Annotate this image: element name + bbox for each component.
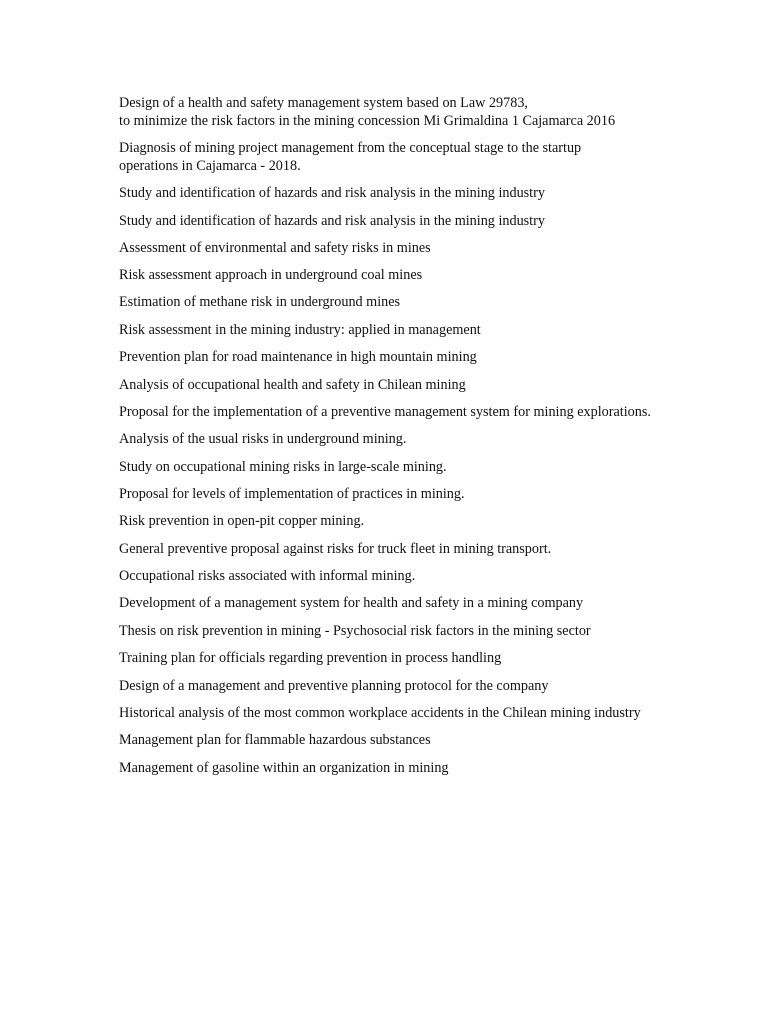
entry-text: Estimation of methane risk in underground mines xyxy=(119,294,401,310)
entry-text: Proposal for the implementation of a preventive management system for mining explorations. xyxy=(119,404,651,420)
entry-text: Assessment of environmental and safety risks in mines xyxy=(119,240,431,256)
entry-text: Design of a management and preventive planning protocol for the company xyxy=(119,678,549,694)
entry-text: Risk assessment approach in underground coal mines xyxy=(119,267,423,283)
entry-text: Study on occupational mining risks in large-scale mining. xyxy=(119,459,447,475)
entry-text: Risk assessment in the mining industry: applied in management xyxy=(119,322,481,338)
entry-text: Study and identification of hazards and risk analysis in the mining industry xyxy=(119,213,545,229)
entry-text: Diagnosis of mining project management from the conceptual stage to the startup operations in Cajamarca - 2018. xyxy=(119,140,582,174)
entry-text: Design of a health and safety management system based on Law 29783, to minimize the risk factors in the mining concession Mi Grimaldina 1 Cajamarca 2016 xyxy=(119,95,616,129)
entry-text: Analysis of occupational health and safety in Chilean mining xyxy=(119,377,466,393)
entry-text: Historical analysis of the most common workplace accidents in the Chilean mining industry xyxy=(119,705,641,721)
entry-text: Prevention plan for road maintenance in high mountain mining xyxy=(119,349,477,365)
entry-text: Analysis of the usual risks in underground mining. xyxy=(119,431,407,447)
entry-text: General preventive proposal against risks for truck fleet in mining transport. xyxy=(119,541,552,557)
entry-text: Development of a management system for health and safety in a mining company xyxy=(119,595,584,611)
entry-text: Study and identification of hazards and risk analysis in the mining industry xyxy=(119,185,545,201)
entry-text: Thesis on risk prevention in mining - Psychosocial risk factors in the mining sector xyxy=(119,623,591,639)
entry-text: Proposal for levels of implementation of practices in mining. xyxy=(119,486,465,502)
entry-text: Management of gasoline within an organization in mining xyxy=(119,760,449,776)
entry-text: Occupational risks associated with informal mining. xyxy=(119,568,416,584)
entry-text: Risk prevention in open-pit copper mining. xyxy=(119,513,365,529)
entry-text: Training plan for officials regarding prevention in process handling xyxy=(119,650,502,666)
entry-text: Management plan for flammable hazardous substances xyxy=(119,732,431,748)
